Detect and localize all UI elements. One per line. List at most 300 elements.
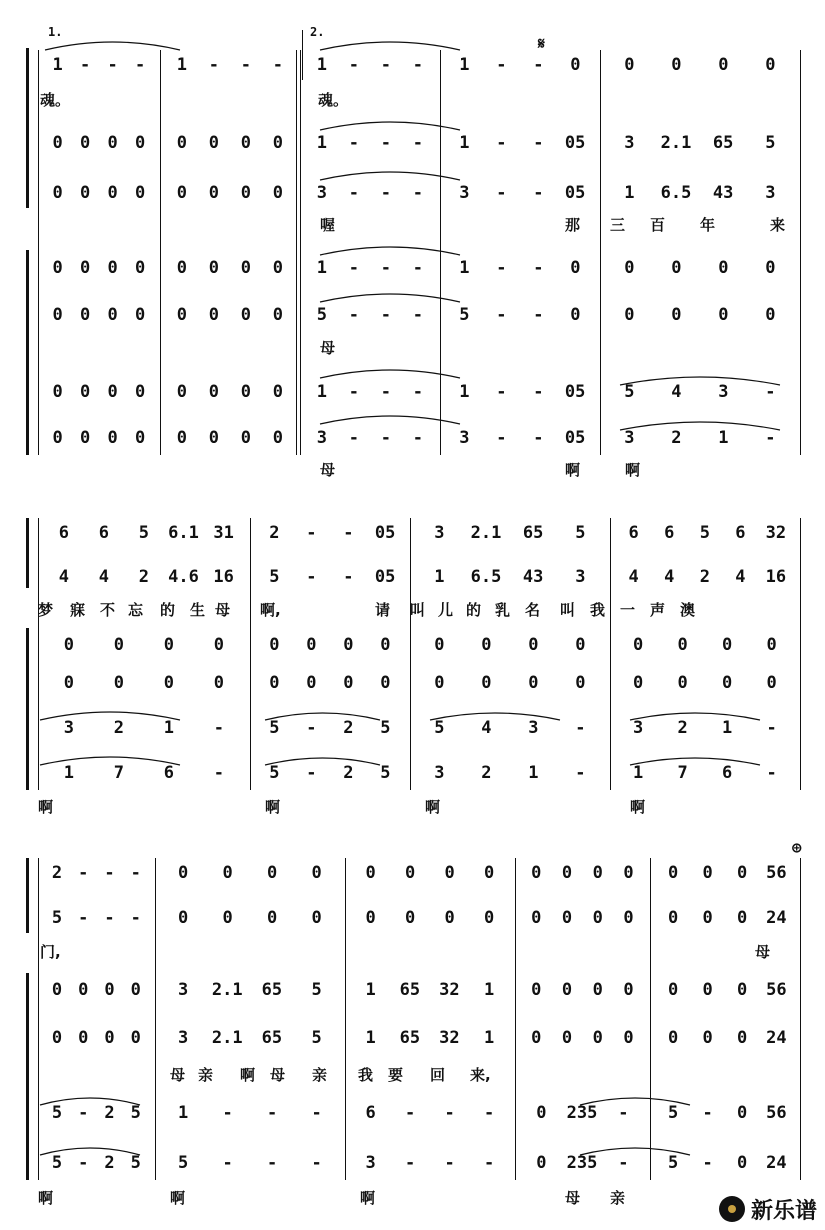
note: -	[496, 55, 507, 75]
note: 3	[177, 1028, 189, 1048]
note: -	[78, 1153, 89, 1173]
note: 1	[459, 133, 470, 153]
note: 2.1	[211, 980, 243, 1000]
note: 0	[208, 428, 219, 448]
note: 1	[632, 763, 644, 783]
lyric: 啊	[360, 1189, 376, 1207]
note: -	[533, 258, 544, 278]
lyric: 名	[525, 601, 541, 619]
lyric: 一	[620, 601, 636, 619]
note: 1	[624, 183, 635, 203]
note: 0	[380, 635, 391, 655]
note: 2	[677, 718, 688, 738]
repeat-barline	[300, 50, 301, 455]
note: 0	[365, 863, 376, 883]
note: 1	[718, 428, 729, 448]
note: 0	[213, 635, 224, 655]
lyric: 喔	[320, 216, 336, 234]
note: -	[348, 133, 359, 153]
note: -	[533, 382, 544, 402]
note: -	[348, 305, 359, 325]
lyric: 忘	[128, 601, 144, 619]
note: 0	[592, 1028, 603, 1048]
note: -	[380, 428, 391, 448]
note: 7	[113, 763, 124, 783]
note: 2	[104, 1153, 115, 1173]
note: 2	[343, 763, 354, 783]
note: 0	[79, 183, 91, 203]
note: 3	[177, 980, 189, 1000]
note: 0	[561, 1028, 573, 1048]
note: 0	[528, 635, 539, 655]
note: 0	[623, 863, 634, 883]
staff-brace	[26, 48, 29, 208]
note: 6	[628, 523, 639, 543]
note: 0	[107, 428, 118, 448]
note: 5	[380, 718, 391, 738]
lyric: 啊	[425, 798, 441, 816]
note: 3	[365, 1153, 376, 1173]
note: 2	[671, 428, 682, 448]
note: 3	[624, 428, 635, 448]
note: 1	[483, 980, 495, 1000]
note: -	[483, 1103, 495, 1123]
note: 0	[718, 305, 729, 325]
note: 0	[624, 258, 635, 278]
note: -	[496, 133, 507, 153]
note: 0	[240, 133, 251, 153]
barline	[650, 858, 651, 1180]
note: -	[266, 1153, 278, 1173]
note: 5	[667, 1153, 679, 1173]
note: -	[380, 382, 391, 402]
note: -	[533, 183, 544, 203]
note: -	[702, 1103, 713, 1123]
note: 2	[481, 763, 492, 783]
note: 0	[52, 428, 63, 448]
note: 0	[536, 1103, 547, 1123]
note: -	[130, 863, 141, 883]
note: 0	[570, 305, 581, 325]
note: -	[496, 382, 507, 402]
note: -	[380, 183, 391, 203]
note: 0	[272, 382, 283, 402]
note: -	[618, 1153, 629, 1173]
note: -	[78, 863, 89, 883]
note: -	[311, 1153, 322, 1173]
note: 0	[104, 1028, 115, 1048]
note: 24	[766, 1153, 787, 1173]
note: 1	[365, 980, 376, 1000]
volta-1-label: 1.	[48, 25, 63, 39]
note: 3	[718, 382, 729, 402]
note: 1	[528, 763, 539, 783]
note: 0	[721, 673, 733, 693]
note: 4	[671, 382, 682, 402]
note: 1	[52, 55, 63, 75]
note: 0	[404, 908, 416, 928]
note: -	[766, 718, 777, 738]
note: 0	[536, 1153, 547, 1173]
note: 56	[766, 1103, 787, 1123]
note: 3	[528, 718, 539, 738]
note: 0	[52, 305, 63, 325]
note: 0	[107, 183, 118, 203]
note: 0	[266, 908, 278, 928]
note: 0	[623, 980, 634, 1000]
note: 3	[434, 523, 445, 543]
note: 0	[404, 863, 416, 883]
note: 5	[177, 1153, 189, 1173]
note: 0	[677, 673, 688, 693]
note: 0	[163, 673, 174, 693]
note: 3	[316, 428, 327, 448]
note: -	[306, 567, 317, 587]
note: 56	[766, 863, 787, 883]
lyric: 生	[190, 601, 206, 619]
note: 0	[52, 183, 63, 203]
note: -	[107, 55, 118, 75]
note: 0	[272, 305, 283, 325]
site-logo	[719, 1194, 817, 1224]
note: -	[343, 567, 354, 587]
note: 0	[765, 305, 776, 325]
note: 2.1	[660, 133, 692, 153]
lyric: 啊	[38, 1189, 54, 1207]
note: -	[412, 258, 423, 278]
lyric: 母	[565, 1189, 581, 1207]
note: 0	[113, 635, 124, 655]
note: 0	[176, 258, 187, 278]
note: 0	[444, 908, 455, 928]
note: 3	[624, 133, 635, 153]
note: 6	[721, 763, 733, 783]
note: 05	[374, 567, 396, 587]
note: 0	[736, 908, 748, 928]
lyric: 啊	[625, 461, 641, 479]
note: 0	[222, 908, 233, 928]
note: 0	[736, 863, 748, 883]
note: 0	[79, 133, 91, 153]
barline	[515, 858, 516, 1180]
note: 6	[98, 523, 109, 543]
note: 0	[677, 635, 688, 655]
note: 0	[671, 305, 682, 325]
note: -	[412, 305, 423, 325]
note: 5	[311, 980, 322, 1000]
note: 0	[213, 673, 224, 693]
lyric: 来	[770, 216, 786, 234]
note: 0	[163, 635, 174, 655]
note: 0	[269, 673, 280, 693]
note: 24	[766, 908, 787, 928]
note: 0	[176, 133, 187, 153]
note: 1	[177, 1103, 189, 1123]
coda-sign: ⊕	[792, 838, 802, 857]
barline	[250, 518, 251, 790]
note: 0	[240, 382, 251, 402]
note: 0	[592, 863, 603, 883]
note: 0	[311, 863, 322, 883]
note: 0	[667, 863, 679, 883]
note: 5	[765, 133, 776, 153]
note: 0	[434, 673, 445, 693]
staff-brace	[26, 628, 29, 790]
note: -	[444, 1153, 455, 1173]
note: 5	[667, 1103, 679, 1123]
note: 05	[374, 523, 396, 543]
note: 0	[380, 673, 391, 693]
note: 0	[208, 133, 219, 153]
note: 65	[522, 523, 544, 543]
lyric: 啊	[630, 798, 646, 816]
lyric: 请	[375, 601, 391, 619]
note: 0	[177, 908, 189, 928]
note: 0	[222, 863, 233, 883]
note: 0	[130, 1028, 141, 1048]
note: 1	[63, 763, 74, 783]
note: 0	[311, 908, 322, 928]
note: -	[496, 305, 507, 325]
note: -	[348, 183, 359, 203]
note: 3	[632, 718, 644, 738]
barline	[160, 50, 161, 455]
note: 65	[261, 1028, 283, 1048]
note: -	[213, 763, 224, 783]
note: 0	[570, 258, 581, 278]
note: 0	[765, 258, 776, 278]
lyric: 我	[590, 601, 606, 619]
note: 6	[365, 1103, 376, 1123]
lyric: 百	[650, 216, 666, 234]
note: 0	[531, 980, 542, 1000]
note: 0	[52, 133, 63, 153]
note: 0	[134, 428, 146, 448]
barline	[38, 858, 39, 1180]
note: 05	[564, 382, 586, 402]
note: 4	[628, 567, 639, 587]
volta-2-label: 2.	[310, 25, 325, 39]
note: -	[412, 382, 423, 402]
note: -	[348, 258, 359, 278]
note: 0	[79, 258, 91, 278]
note: 0	[365, 908, 376, 928]
note: 0	[623, 908, 634, 928]
note: 1	[434, 567, 445, 587]
lyric: 儿	[438, 601, 454, 619]
note: 0	[667, 1028, 679, 1048]
lyric: 母	[320, 339, 336, 357]
note: -	[343, 523, 354, 543]
note: 24	[766, 1028, 787, 1048]
note: 5	[138, 523, 149, 543]
barline	[38, 518, 39, 790]
note: 2	[699, 567, 710, 587]
barline	[38, 50, 39, 455]
note: 5	[130, 1103, 141, 1123]
note: 0	[765, 55, 776, 75]
note: -	[213, 718, 224, 738]
note: 0	[721, 635, 733, 655]
lyric: 乳	[495, 601, 511, 619]
note: 0	[481, 673, 492, 693]
note: 6	[735, 523, 746, 543]
note: 5	[380, 763, 391, 783]
lyric: 叫	[410, 601, 426, 619]
lyric: 母	[320, 461, 336, 479]
note: 1	[316, 55, 327, 75]
note: 4	[735, 567, 746, 587]
note: 3	[575, 567, 586, 587]
note: 0	[78, 980, 89, 1000]
note: 0	[240, 305, 251, 325]
note: -	[272, 55, 283, 75]
lyric: 母	[270, 1066, 286, 1084]
note: 0	[624, 305, 635, 325]
note: -	[533, 428, 544, 448]
lyric: 啊	[265, 798, 281, 816]
note: -	[575, 763, 586, 783]
note: 0	[702, 1028, 713, 1048]
note: 65	[261, 980, 283, 1000]
note: 0	[79, 428, 91, 448]
note: 3	[434, 763, 445, 783]
note: -	[575, 718, 586, 738]
note: 0	[52, 258, 63, 278]
note: 5	[434, 718, 445, 738]
lyric: 啊	[170, 1189, 186, 1207]
note: 1	[316, 133, 327, 153]
note: 0	[671, 258, 682, 278]
note: 5	[269, 763, 280, 783]
note: 0	[134, 258, 146, 278]
note: 0	[766, 673, 777, 693]
note: -	[240, 55, 251, 75]
lyric: 啊	[565, 461, 581, 479]
lyric: 的	[466, 601, 482, 619]
segno-sign: 𝄋	[538, 34, 545, 53]
note: 0	[561, 908, 573, 928]
note: 6	[58, 523, 69, 543]
note: -	[766, 763, 777, 783]
note: 0	[343, 635, 354, 655]
note: -	[496, 258, 507, 278]
note: -	[412, 183, 423, 203]
note: 235	[566, 1153, 598, 1173]
barline	[800, 858, 801, 1180]
note: 0	[79, 305, 91, 325]
note: 5	[269, 718, 280, 738]
note: 1	[176, 55, 187, 75]
note: 1	[483, 1028, 495, 1048]
note: 0	[531, 1028, 542, 1048]
lyric: 不	[100, 601, 116, 619]
note: 2	[51, 863, 63, 883]
note: 4	[664, 567, 675, 587]
note: -	[533, 55, 544, 75]
note: 31	[213, 523, 234, 543]
note: 0	[483, 908, 495, 928]
barline	[345, 858, 346, 1180]
lyric: 那	[565, 216, 581, 234]
lyric: 亲	[610, 1189, 626, 1207]
note: 16	[765, 567, 787, 587]
note: 3	[765, 183, 776, 203]
note: 32	[439, 1028, 460, 1048]
note: 6	[163, 763, 174, 783]
lyric: 啊,	[260, 601, 281, 619]
note: 0	[134, 305, 146, 325]
note: 0	[343, 673, 354, 693]
note: 0	[531, 863, 542, 883]
note: 05	[564, 133, 586, 153]
note: 0	[766, 635, 777, 655]
note: 0	[113, 673, 124, 693]
note: 1	[459, 382, 470, 402]
lyric: 亲	[198, 1066, 214, 1084]
note: 0	[702, 863, 713, 883]
note: 0	[561, 863, 573, 883]
note: 0	[632, 673, 644, 693]
staff-brace	[26, 518, 29, 588]
note: -	[618, 1103, 629, 1123]
lyric: 母	[170, 1066, 186, 1084]
note: 0	[134, 133, 146, 153]
logo-text: 新乐谱	[750, 1198, 817, 1224]
note: -	[104, 863, 115, 883]
note: -	[412, 133, 423, 153]
note: 3	[459, 428, 470, 448]
note: -	[78, 1103, 89, 1123]
note: 2	[104, 1103, 115, 1123]
barline	[155, 858, 156, 1180]
note: 0	[272, 258, 283, 278]
note: 0	[177, 863, 189, 883]
note: 1	[721, 718, 733, 738]
lyric: 我	[358, 1066, 374, 1084]
note: 0	[107, 133, 118, 153]
note: 1	[365, 1028, 376, 1048]
note: 0	[718, 55, 729, 75]
lyric: 门,	[40, 943, 61, 961]
note: 5	[575, 523, 586, 543]
note: -	[404, 1153, 416, 1173]
note: -	[208, 55, 219, 75]
note: -	[702, 1153, 713, 1173]
note: 4	[58, 567, 69, 587]
note: -	[765, 382, 776, 402]
note: -	[533, 133, 544, 153]
note: 0	[208, 183, 219, 203]
note: 0	[306, 673, 317, 693]
note: 2	[113, 718, 124, 738]
note: 0	[266, 863, 278, 883]
note: -	[483, 1153, 495, 1173]
note: 0	[130, 980, 141, 1000]
note: 0	[78, 1028, 89, 1048]
note: -	[348, 428, 359, 448]
note: 0	[107, 305, 118, 325]
note: 2	[138, 567, 149, 587]
note: 5	[51, 908, 63, 928]
note: 0	[107, 258, 118, 278]
note: 0	[208, 258, 219, 278]
note: 2	[269, 523, 280, 543]
note: -	[380, 305, 391, 325]
lyric: 年	[700, 216, 716, 234]
note: 05	[564, 183, 586, 203]
note: 5	[51, 1153, 63, 1173]
